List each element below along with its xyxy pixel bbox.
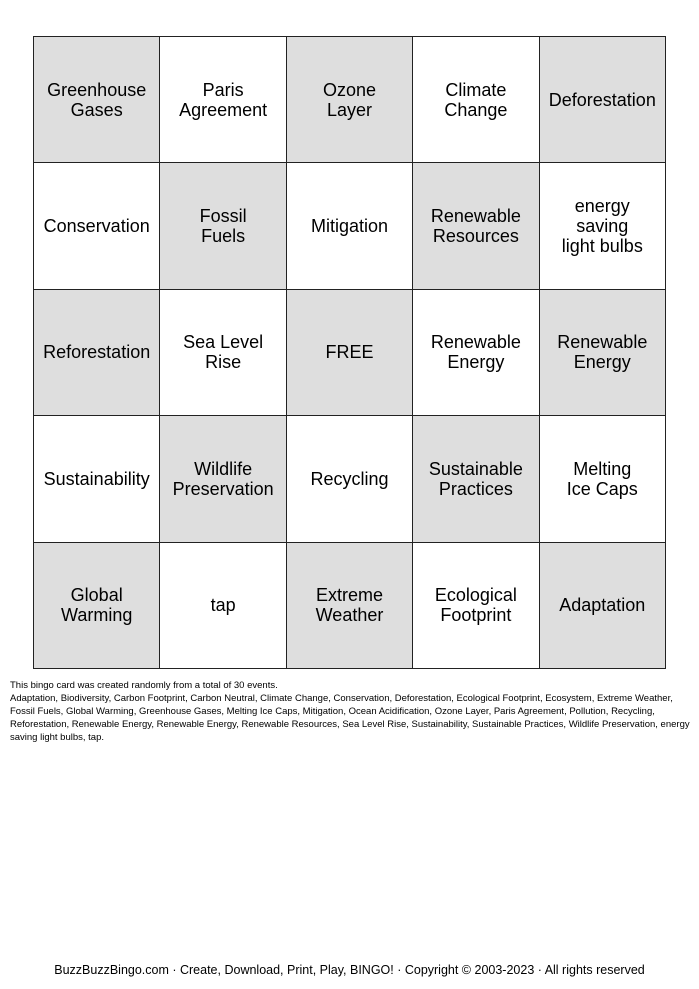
card-notes-intro: This bingo card was created randomly from a total of 30 events. <box>10 680 278 691</box>
bingo-cell: Adaptation <box>540 543 666 669</box>
bingo-cell: Conservation <box>34 163 160 289</box>
bingo-cell: Extreme Weather <box>287 543 413 669</box>
bingo-cell: energy saving light bulbs <box>540 163 666 289</box>
bingo-cell: tap <box>160 543 286 669</box>
bingo-cell: Renewable Resources <box>413 163 539 289</box>
bingo-board <box>33 36 666 669</box>
bingo-cell: Sea Level Rise <box>160 290 286 416</box>
bingo-cell: Paris Agreement <box>160 37 286 163</box>
bingo-cell: Melting Ice Caps <box>540 416 666 542</box>
bingo-cell: Fossil Fuels <box>160 163 286 289</box>
bingo-cell: Ozone Layer <box>287 37 413 163</box>
footer-copyright: BuzzBuzzBingo.com · Create, Download, Print, Play, BINGO! · Copyright © 2003-2023 · All rights reserved <box>54 963 645 977</box>
bingo-cell: Global Warming <box>34 543 160 669</box>
bingo-cell: Recycling <box>287 416 413 542</box>
card-notes-event-list: Adaptation, Biodiversity, Carbon Footprint, Carbon Neutral, Climate Change, Conservation, Deforestation, Ecological Footprint, Ecosystem, Extreme Weather, Fossil Fuels, Global Warming, Greenhouse Gases, Melting Ice Caps, Mitigation, Ocean Acidification, Ozone Layer, Paris Agreement, Pollution, Recycling, Reforestation, Renewable Energy, Renewable Energy, Renewable Resources, Sea Level Rise, Sustainability, Sustainable Practices, Wildlife Preservation, energy saving light bulbs, tap. <box>10 693 690 743</box>
bingo-cell: Renewable Energy <box>540 290 666 416</box>
bingo-cell: Greenhouse Gases <box>34 37 160 163</box>
bingo-cell: Climate Change <box>413 37 539 163</box>
free-space-cell: FREE <box>287 290 413 416</box>
bingo-cell: Wildlife Preservation <box>160 416 286 542</box>
bingo-cell: Reforestation <box>34 290 160 416</box>
bingo-cell: Sustainable Practices <box>413 416 539 542</box>
bingo-cell: Renewable Energy <box>413 290 539 416</box>
bingo-cell: Mitigation <box>287 163 413 289</box>
bingo-cell: Ecological Footprint <box>413 543 539 669</box>
bingo-cell: Sustainability <box>34 416 160 542</box>
bingo-cell: Deforestation <box>540 37 666 163</box>
card-notes <box>10 679 690 744</box>
